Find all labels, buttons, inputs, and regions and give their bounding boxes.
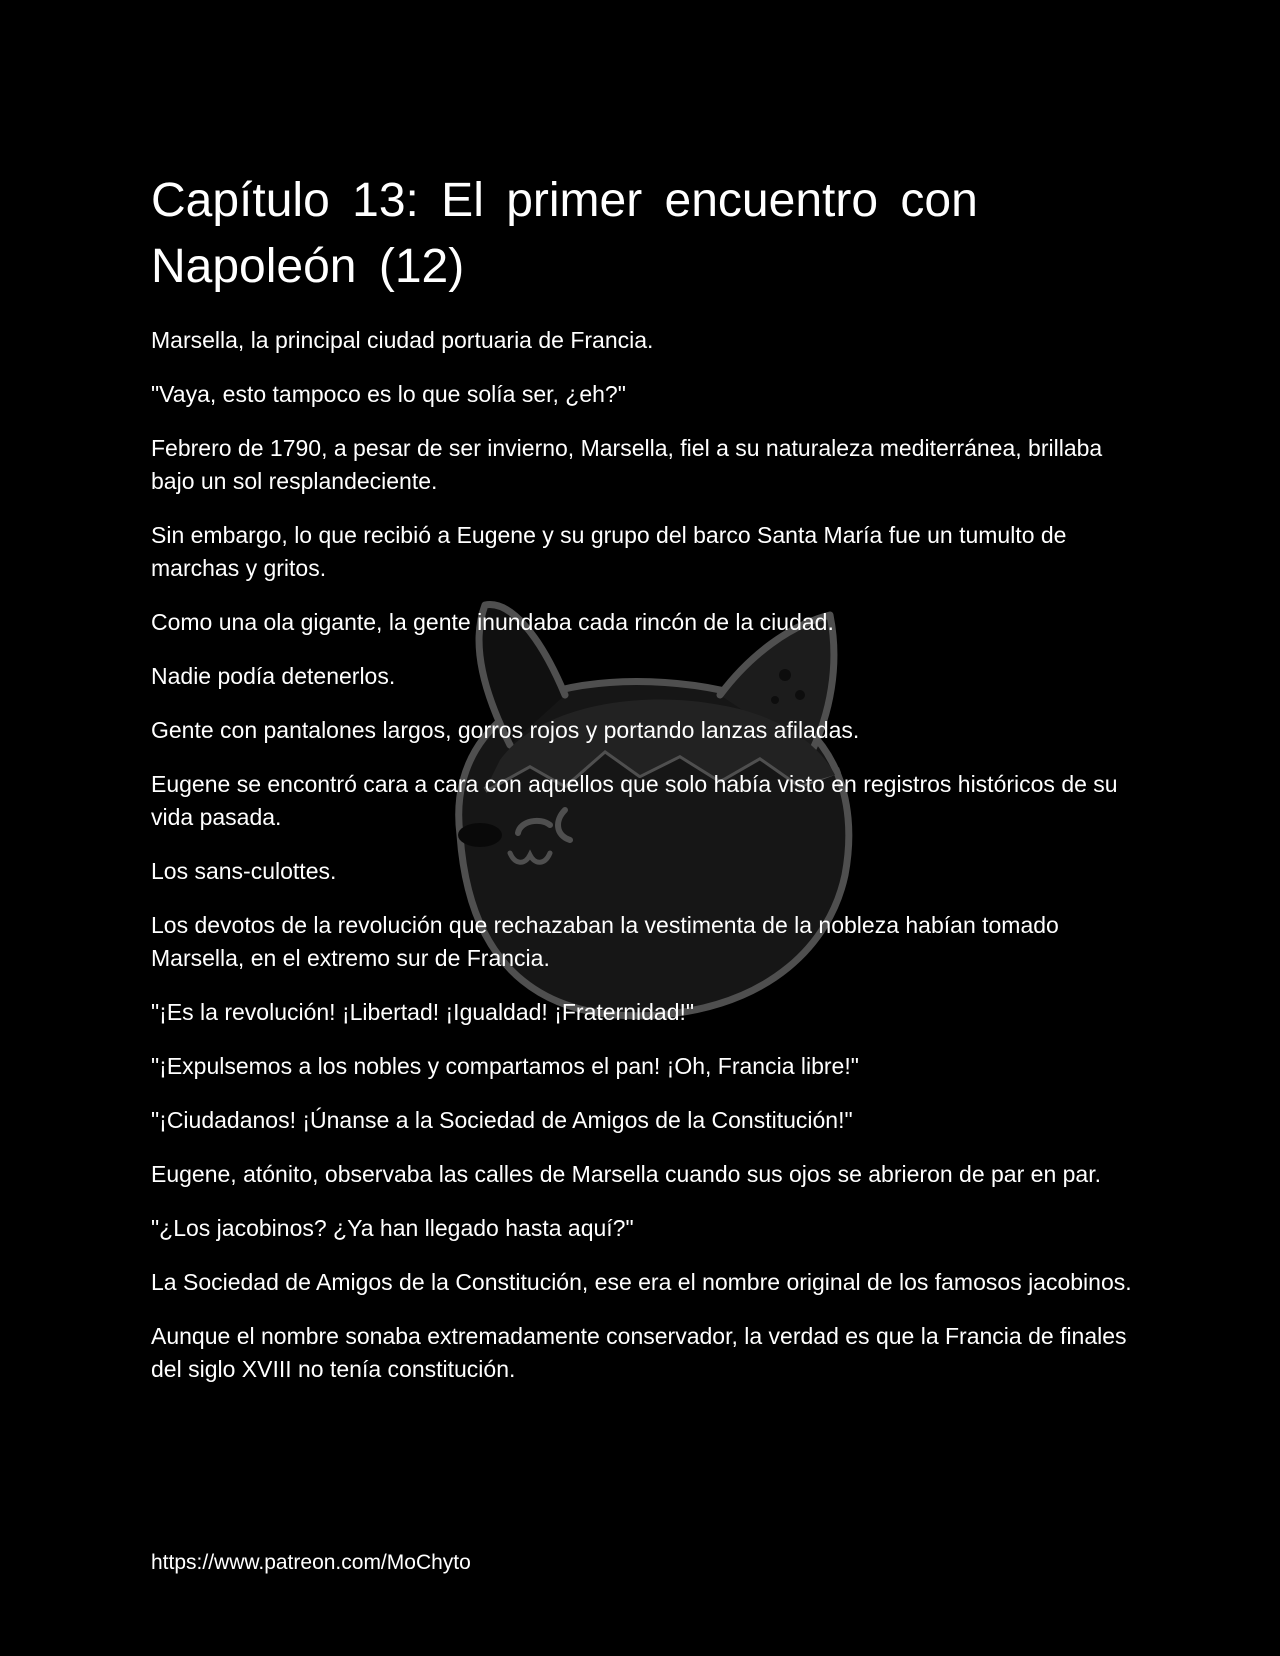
paragraph: Como una ola gigante, la gente inundaba cada rincón de la ciudad.	[151, 609, 834, 635]
paragraph: Gente con pantalones largos, gorros rojos y portando lanzas afiladas.	[151, 717, 860, 743]
paragraph: "¿Los jacobinos? ¿Ya han llegado hasta aquí?"	[151, 1215, 634, 1241]
patreon-link[interactable]: https://www.patreon.com/MoChyto	[151, 1551, 471, 1574]
paragraph: "¡Ciudadanos! ¡Únanse a la Sociedad de Amigos de la Constitución!"	[151, 1107, 853, 1133]
chapter-title: Capítulo 13: El primer encuentro con Napoleón (12)	[151, 174, 978, 293]
paragraph: Los sans-culottes.	[151, 858, 337, 884]
paragraph: La Sociedad de Amigos de la Constitución, ese era el nombre original de los famosos jacobinos.	[151, 1269, 1132, 1295]
paragraph: Eugene, atónito, observaba las calles de Marsella cuando sus ojos se abrieron de par en par.	[151, 1161, 1101, 1187]
paragraph: Nadie podía detenerlos.	[151, 663, 396, 689]
paragraph: "¡Expulsemos a los nobles y compartamos el pan! ¡Oh, Francia libre!"	[151, 1053, 859, 1079]
paragraph: Aunque el nombre sonaba extremadamente conservador, la verdad es que la Francia de finales del siglo XVIII no tenía constitución.	[151, 1323, 1127, 1382]
paragraph: Sin embargo, lo que recibió a Eugene y su grupo del barco Santa María fue un tumulto de marchas y gritos.	[151, 522, 1067, 581]
paragraph: Marsella, la principal ciudad portuaria de Francia.	[151, 327, 654, 353]
paragraph: "Vaya, esto tampoco es lo que solía ser, ¿eh?"	[151, 381, 626, 407]
paragraph: Eugene se encontró cara a cara con aquellos que solo había visto en registros históricos de su vida pasada.	[151, 771, 1118, 830]
paragraph: Los devotos de la revolución que rechazaban la vestimenta de la nobleza habían tomado Marsella, en el extremo sur de Francia.	[151, 912, 1059, 971]
document-content	[151, 168, 1141, 1407]
paragraph: Febrero de 1790, a pesar de ser invierno, Marsella, fiel a su naturaleza mediterránea, brillaba bajo un sol resplandeciente.	[151, 435, 1103, 494]
paragraph: "¡Es la revolución! ¡Libertad! ¡Igualdad! ¡Fraternidad!"	[151, 999, 695, 1025]
